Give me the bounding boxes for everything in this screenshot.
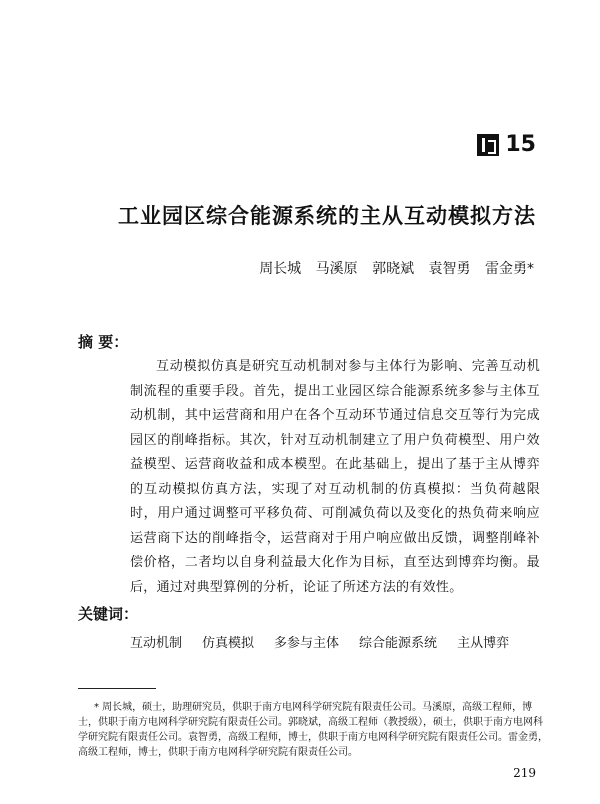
keyword-item: 仿真模拟: [202, 636, 255, 651]
paper-title: 工业园区综合能源系统的主从互动模拟方法: [118, 204, 536, 228]
author-list: 周长城 马溪原 郭晓斌 袁智勇 雷金勇*: [259, 261, 534, 277]
chapter-b-icon: [477, 134, 499, 156]
keywords-label: 关键词：: [78, 605, 139, 623]
keyword-list: [130, 632, 509, 651]
abstract-label: 摘 要：: [78, 333, 129, 351]
abstract-text: 互动模拟仿真是研究互动机制对参与主体行为影响、完善互动机制流程的重要手段。首先，提出工业园区综合能源系统多参与主体互动机制，其中运营商和用户在各个互动环节通过信息交互等行为完成园区的削峰指标。其次，针对互动机制建立了用户负荷模型、用户效益模型、运营商收益和成本模型。在此基础上，提出了基于主从博弈的互动模拟仿真方法，实现了对互动机制的仿真模拟：当负荷越限时，用户通过调整可平移负荷、可削减负荷以及变化的热负荷来响应运营商下达的削峰指令，运营商对于用户响应做出反馈，调整削峰补偿价格，二者均以自身利益最大化作为目标，直至达到博弈均衡。最后，通过对典型算例的分析，论证了所述方法的有效性。: [130, 359, 540, 595]
author-footnote: * 周长城，硕士，助理研究员，供职于南方电网科学研究院有限责任公司。马溪原，高级工程师，博士，供职于南方电网科学研究院有限责任公司。郭晓斌，高级工程师（教授级），硕士，供职于南方电网科学研究院有限责任公司。袁智勇，高级工程师，博士，供职于南方电网科学研究院有限责任公司。雷金勇，高级工程师，博士，供职于南方电网科学研究院有限责任公司。: [78, 702, 548, 758]
chapter-heading: [477, 132, 536, 157]
keyword-item: 主从博弈: [457, 636, 510, 651]
page-number: 219: [513, 766, 536, 780]
keyword-item: 综合能源系统: [359, 636, 438, 651]
chapter-number: 15: [505, 132, 536, 157]
keyword-item: 互动机制: [130, 636, 183, 651]
keyword-item: 多参与主体: [274, 636, 340, 651]
footnote-divider: [78, 688, 156, 689]
